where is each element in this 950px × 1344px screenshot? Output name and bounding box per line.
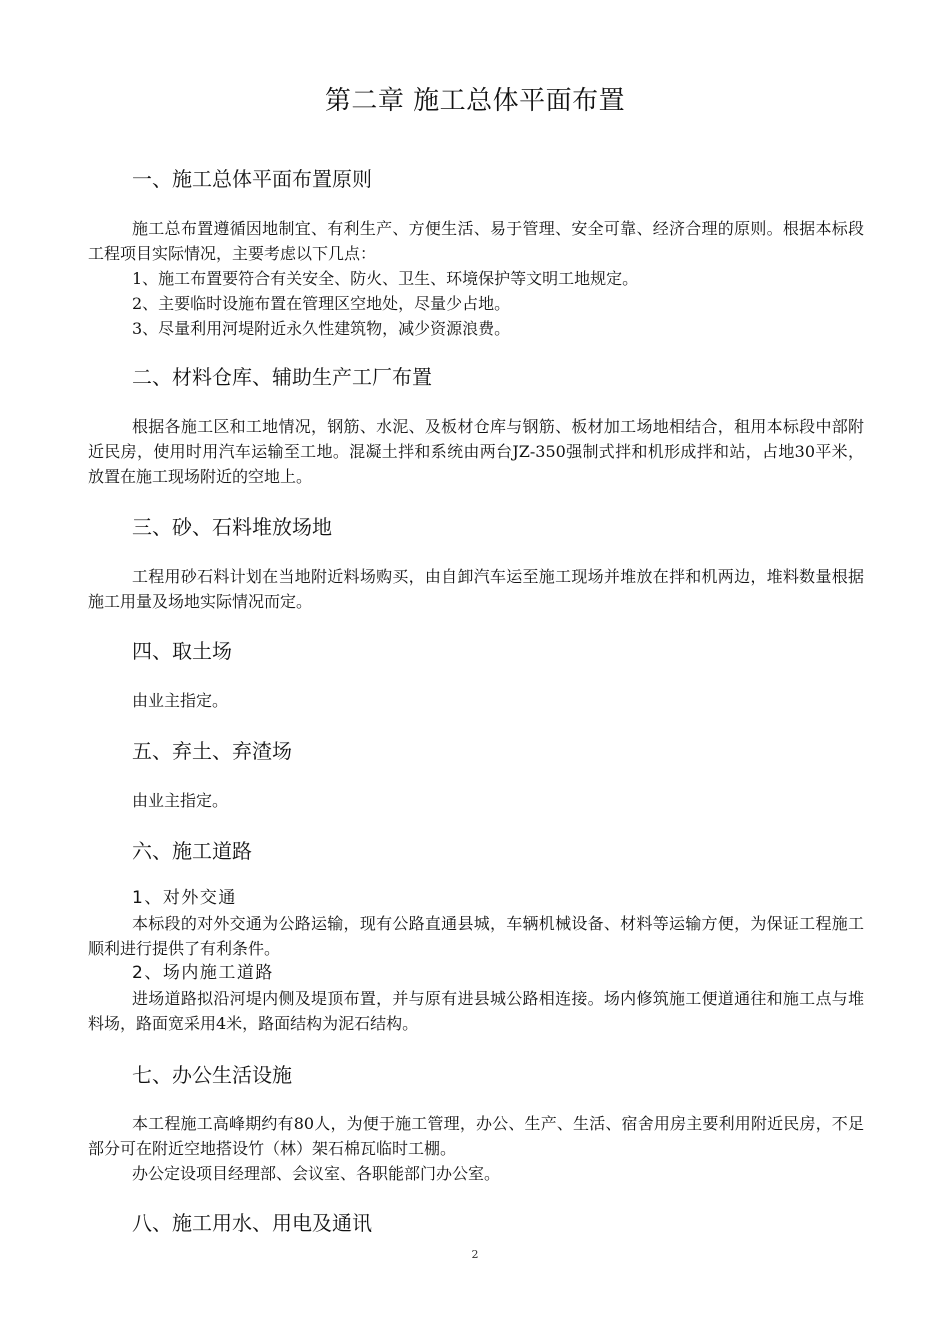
subsection-2-paragraph: 进场道路拟沿河堤内侧及堤顶布置，并与原有进县城公路相连接。场内修筑施工便道通往和施工点与堆料场，路面宽采用4米，路面结构为泥石结构。	[88, 989, 864, 1033]
section-1-item-2: 2、主要临时设施布置在管理区空地处，尽量少占地。	[132, 294, 511, 313]
subsection-heading-external-traffic: 1、对外交通	[132, 888, 237, 908]
section-3-paragraph: 工程用砂石料计划在当地附近料场购买，由自卸汽车运至施工现场并堆放在拌和机两边，堆料数量根据施工用量及场地实际情况而定。	[88, 567, 864, 611]
section-5-paragraph: 由业主指定。	[132, 791, 229, 810]
section-heading-4: 四、取土场	[132, 639, 232, 663]
section-7-paragraph-1: 本工程施工高峰期约有80人，为便于施工管理，办公、生产、生活、宿舍用房主要利用附近民房，不足部分可在附近空地搭设竹（林）架石棉瓦临时工棚。	[88, 1114, 864, 1158]
section-heading-8: 八、施工用水、用电及通讯	[132, 1211, 372, 1235]
section-heading-7: 七、办公生活设施	[132, 1063, 292, 1087]
subsection-heading-site-road: 2、场内施工道路	[132, 963, 274, 983]
section-2-paragraph: 根据各施工区和工地情况，钢筋、水泥、及板材仓库与钢筋、板材加工场地相结合，租用本标段中部附近民房，使用时用汽车运输至工地。混凝土拌和系统由两台JZ-350强制式拌和机形成拌和站，占地30平米，放置在施工现场附近的空地上。	[88, 417, 864, 486]
section-4-paragraph: 由业主指定。	[132, 691, 229, 710]
page-number: 2	[471, 1248, 479, 1261]
section-heading-2: 二、材料仓库、辅助生产工厂布置	[132, 365, 432, 389]
section-7-paragraph-2: 办公定设项目经理部、会议室、各职能部门办公室。	[132, 1164, 501, 1183]
section-heading-3: 三、砂、石料堆放场地	[132, 515, 332, 539]
section-1-paragraph: 施工总布置遵循因地制宜、有利生产、方便生活、易于管理、安全可靠、经济合理的原则。根据本标段工程项目实际情况，主要考虑以下几点：	[88, 219, 864, 263]
section-heading-6: 六、施工道路	[132, 839, 252, 863]
chapter-title: 第二章 施工总体平面布置	[324, 86, 626, 116]
subsection-1-paragraph: 本标段的对外交通为公路运输，现有公路直通县城，车辆机械设备、材料等运输方便，为保证工程施工顺利进行提供了有利条件。	[88, 914, 864, 958]
section-1-item-1: 1、施工布置要符合有关安全、防火、卫生、环境保护等文明工地规定。	[132, 269, 639, 288]
section-heading-5: 五、弃土、弃渣场	[132, 739, 292, 763]
section-heading-1: 一、施工总体平面布置原则	[132, 167, 372, 191]
section-1-item-3: 3、尽量利用河堤附近永久性建筑物，减少资源浪费。	[132, 319, 511, 338]
